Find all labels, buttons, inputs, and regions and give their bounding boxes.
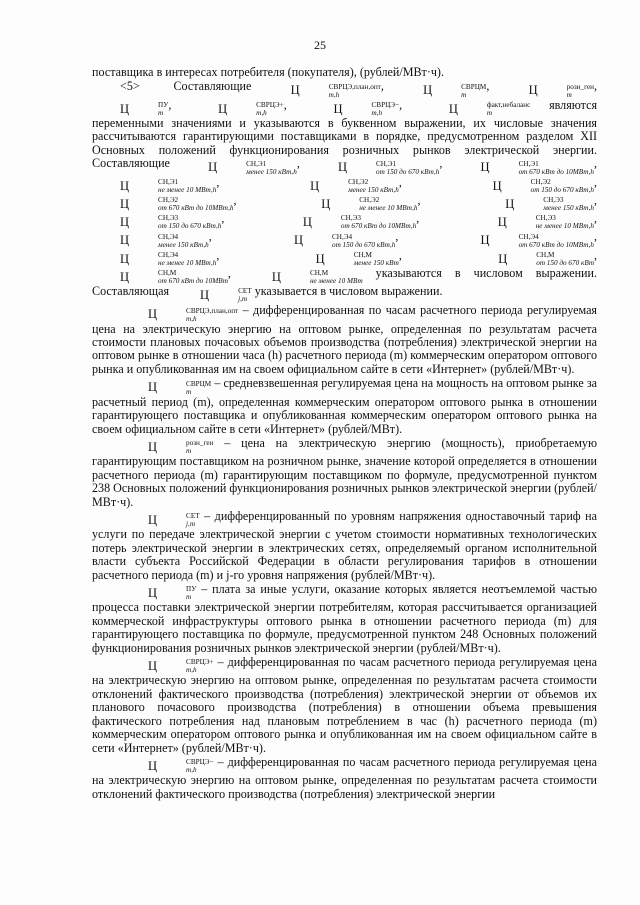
var-superscript: СН,М (158, 269, 177, 278)
var-superscript: розн_ген (186, 439, 214, 448)
var-rozn-gen (120, 436, 214, 456)
var-rozn-gen (501, 79, 594, 99)
var-superscript: СН,М (536, 250, 555, 259)
var-subscript: m (186, 387, 192, 396)
note-5-text-1: являются переменными значениями и указываются в буквенном выражении, их числовые значения рассчитываются гарантирующими поставщиками в порядке, предусмотренном разделом XII Основных положений функционирования розничных рынков электрической энергии. Составляющие (92, 97, 598, 171)
var-svrcm (395, 79, 487, 99)
page-number: 25 (314, 38, 326, 52)
definition-text: – дифференцированный по уровням напряжения одноставочный тариф на услуги по передаче электрической энергии с учетом стоимости нормативных технологических потерь электрической энергии в электрических сетях, определяемый органом исполнительной власти субъекта Российской Федерации в области регулирования тарифов в отношении расчетного периода (m) и j-го уровня напряжения (рублей/МВт·ч). (92, 509, 597, 582)
definition-text: – дифференцированная по часам расчетного периода регулируемая цена на электрическую энергию на оптовом рынке, определенная по результатам расчета стоимости отклонений фактического производства (потребления) электрической энергии (92, 755, 597, 801)
var-subscript: от 670 кВт до 10МВт (158, 277, 228, 286)
var-base-letter: Ц (148, 659, 158, 674)
var-superscript: СН,Э4 (158, 232, 179, 241)
var-superscript: СН,Э1 (376, 159, 397, 168)
var-superscript: СН,Э3 (340, 214, 361, 223)
definition-svrce-minus (92, 756, 597, 801)
var-sn-item (453, 156, 595, 176)
var-base-letter: Ц (120, 215, 130, 230)
var-superscript: СН,Э2 (530, 177, 551, 186)
definition-svrcm (92, 377, 597, 436)
var-base-letter: Ц (200, 288, 210, 303)
var-sn-item (244, 266, 363, 286)
var-subscript: менее 150 кВт,h (158, 240, 209, 249)
var-subscript: m,h (186, 766, 197, 775)
var-subscript: m,h (186, 314, 197, 323)
var-subscript: менее 150 кВт,h (246, 167, 297, 176)
var-base-letter: Ц (208, 160, 218, 175)
var-base-letter: Ц (271, 269, 281, 284)
var-sn-item (288, 248, 399, 267)
var-base-letter: Ц (480, 233, 490, 248)
var-set (172, 284, 252, 304)
var-superscript: СВРЦЭ+ (186, 658, 214, 667)
var-superscript: СН,Э4 (331, 232, 353, 241)
var-base-letter: Ц (120, 101, 130, 116)
var-subscript: от 670 кВт до 10МВт,h (518, 240, 595, 249)
var-base-letter: Ц (148, 380, 158, 395)
var-base-letter: Ц (480, 160, 490, 175)
note-5-text-3: указывается в числовом выражении. (254, 284, 443, 299)
var-sn-item (310, 156, 440, 176)
word-sostavlyayushchie: Составляющие (173, 79, 252, 94)
var-subscript: менее 150 кВт,h (348, 185, 399, 194)
var-base-letter: Ц (497, 215, 507, 230)
var-subscript: не менее 10 МВт,h (535, 222, 595, 231)
var-superscript: СВРЦМ (186, 379, 212, 388)
var-sn-item (92, 211, 222, 231)
var-base-letter: Ц (148, 759, 158, 774)
var-superscript: СВРЦЭ− (371, 100, 400, 109)
var-subscript: не менее 10 МВт,h (158, 185, 217, 194)
var-subscript: j,m (238, 295, 248, 304)
var-base-letter: Ц (120, 178, 130, 193)
definition-set (92, 510, 597, 582)
var-base-letter: Ц (148, 439, 158, 454)
var-subscript: не менее 10 МВт,h (158, 258, 217, 267)
var-svrce-minus (120, 755, 214, 775)
var-base-letter: Ц (120, 233, 130, 248)
var-superscript: СН,Э2 (348, 177, 369, 186)
var-subscript: m,h (328, 90, 340, 99)
var-superscript: СН,Э4 (158, 250, 179, 259)
var-subscript: m,h (186, 666, 197, 675)
line-1: поставщика в интересах потребителя (покупателя), (рублей/МВт·ч). (92, 65, 444, 79)
var-base-letter: Ц (505, 196, 515, 211)
var-superscript: СН,Э1 (518, 159, 539, 168)
note-number: <5> (120, 79, 140, 94)
var-subscript: от 150 до 670 кВт,h (158, 222, 222, 231)
var-set (120, 509, 200, 529)
var-subscript: от 150 до 670 кВт,h (376, 167, 440, 176)
definition-text: – средневзвешенная регулируемая цена на мощность на оптовом рынке за расчетный период (m), определенная коммерческим оператором оптового рынка в отношении гарантирующего поставщика и опубликованная коммерческим оператором оптового рынка на своем официальном сайте в сети «Интернет» (рублей/МВт). (92, 376, 597, 436)
var-superscript: СВРЦЭ,план,опт (328, 82, 381, 91)
var-base-letter: Ц (148, 586, 158, 601)
definition-pu (92, 583, 597, 655)
var-superscript: СЕТ (186, 512, 200, 521)
var-subscript: m,h (371, 108, 383, 117)
var-sn-item (477, 193, 594, 213)
definition-text: – дифференцированная по часам расчетного периода регулируемая цена на электрическую энергию на оптовом рынке, определенная по результатам расчета стоимости плановых почасовых объемов производства (потребления) электрической энергии на оптовом рынке в отношении часа (h) расчетного периода (m) коммерческим оператором оптового рынка и опубликованная им на своем официальном сайте в сети «Интернет» (рублей/МВт·ч). (92, 303, 597, 376)
var-base-letter: Ц (492, 178, 502, 193)
var-base-letter: Ц (120, 196, 130, 211)
var-svrce-plus (120, 655, 214, 675)
var-svrce-minus (305, 98, 400, 117)
var-subscript: не менее 10 МВт,h (359, 204, 418, 213)
definition-text: – плата за иные услуги, оказание которых является неотъемлемой частью процесса поставки электрической энергии потребителям, которая рассчитывается организацией коммерческой инфраструктуры оптового рынка в отношении расчетного периода (m) для гарантирующего поставщика по формуле, предусмотренной пунктом 248 Основных положений функционирования розничных рынков электрической энергии (рублей/МВт·ч). (92, 582, 597, 655)
var-subscript: от 150 до 670 кВт,h (530, 185, 594, 194)
var-subscript: m (566, 90, 572, 99)
var-subscript: не менее 10 МВт (309, 277, 363, 286)
var-subscript: от 670 кВт до 10МВт,h (340, 222, 417, 231)
var-subscript: от 150 до 670 кВт,h (331, 240, 396, 249)
definition-rozn-gen (92, 437, 597, 509)
document-body (92, 66, 597, 802)
var-subscript: от 670 кВт до 10МВт,h (158, 204, 234, 213)
var-subscript: m (186, 593, 192, 602)
var-svrcm (120, 376, 212, 396)
var-base-letter: Ц (448, 101, 458, 116)
var-sn-item (92, 266, 228, 286)
definition-text: – цена на электрическую энергию (мощность), приобретаемую гарантирующим поставщиком на розничном рынке, значение которой определяется в отношении расчетного периода (m) гарантирующим поставщиком по формуле, предусмотренной пунктом 238 Основных положений функционирования розничных рынков электрической энергии (рублей/МВт·ч). (92, 435, 597, 509)
var-subscript: m (186, 447, 192, 456)
definition-svrce-plus (92, 656, 597, 755)
var-svrce-plus (190, 98, 284, 117)
var-subscript: от 670 кВт до 10МВт,h (518, 167, 595, 176)
var-superscript: факт,небаланс (486, 100, 531, 109)
var-superscript: СВРЦЭ,план,опт (186, 306, 239, 315)
var-sn-item (470, 248, 595, 267)
var-base-letter: Ц (310, 178, 320, 193)
var-sn-item (282, 175, 399, 194)
var-superscript: СВРЦЭ+ (256, 100, 284, 109)
note-5-paragraph: <5> Составляющие Ц СВРЦЭ,план,опт m,h , Ц СВРЦМ m , Ц розн_ген m , Ц ПУ m , Ц СВРЦЭ+ m,h , Ц СВРЦЭ− m,h , Ц факт,небаланс m являются переменными значениями и указываются в буквенном выражении, их числовые значения рассчитываются гарантирующими поставщиками в порядке, предусмотренном разделом XII Основных положений функционирования розничных рынков электрической энергии. Составляющие Ц СН,Э1 менее 150 кВт,h , Ц СН,Э1 от 150 до 670 кВт,h , Ц СН,Э1 от 670 кВт до 10МВт,h , Ц СН,Э1 не менее 10 МВт,h , Ц СН,Э2 менее 150 кВт,h , Ц СН,Э2 от 150 до 670 кВт,h , Ц СН,Э2 от 670 кВт до 10МВт,h , Ц СН,Э2 не менее 10 МВт,h , Ц СН,Э3 менее 150 кВт,h , Ц СН,Э3 от 150 до 670 кВт,h , Ц СН,Э3 от 670 кВт до 10МВт,h , Ц СН,Э3 не менее 10 МВт,h , Ц СН,Э4 менее 150 кВт,h , Ц СН,Э4 от 150 до 670 кВт,h , Ц СН,Э4 от 670 кВт до 10МВт,h , Ц СН,Э4 не менее 10 МВт,h , Ц СН,М менее 150 кВт , Ц СН,М от 150 до 670 кВт , Ц СН,М от 670 кВт до 10МВт , Ц СН,М не менее 10 МВт указываются в числовом выражении. Составляющая Ц СЕТ j,m указывается в числовом выражении. (92, 79, 598, 304)
var-sn-item (293, 193, 418, 213)
var-base-letter: Ц (315, 251, 325, 266)
var-subscript: m (158, 108, 164, 117)
var-pu (92, 98, 169, 117)
var-superscript: СЕТ (238, 287, 252, 296)
definition-text: – дифференцированная по часам расчетного периода регулируемая цена на электрическую энергию на оптовом рынке, определенная по результатам расчета стоимости отклонений фактического производства (потребления) электрической энергии от объемов их планового почасового производства (потребления) в отношении объема превышения фактического потребления над плановым потреблением в час (h) расчетного периода (m) коммерческим оператором оптового рынка и опубликованная им на своем официальном сайте в сети «Интернет» (рублей/МВт·ч). (92, 655, 597, 755)
var-subscript: от 150 до 670 кВт (536, 258, 595, 267)
var-sn-item (470, 211, 595, 231)
sn-variables-list: Ц СН,Э1 менее 150 кВт,h , Ц СН,Э1 от 150 до 670 кВт,h , Ц СН,Э1 от 670 кВт до 10МВт,h , Ц СН,Э1 не менее 10 МВт,h , Ц СН,Э2 менее 150 кВт,h , Ц СН,Э2 от 150 до 670 кВт,h , Ц СН,Э2 от 670 кВт до 10МВт,h , Ц СН,Э2 не менее 10 МВт,h , Ц СН,Э3 менее 150 кВт,h , Ц СН,Э3 от 150 до 670 кВт,h , Ц СН,Э3 от 670 кВт до 10МВт,h , Ц СН,Э3 не менее 10 МВт,h , Ц СН,Э4 менее 150 кВт,h , Ц СН,Э4 от 150 до 670 кВт,h , Ц СН,Э4 от 670 кВт до 10МВт,h , Ц СН,Э4 не менее 10 МВт,h , Ц СН,М менее 150 кВт , Ц СН,М от 150 до 670 кВт , Ц СН,М от 670 кВт до 10МВт , Ц СН,М не менее 10 МВт (92, 156, 597, 280)
var-base-letter: Ц (120, 251, 130, 266)
note-5-text-2: указываются в числовом выражении. Составляющая (92, 265, 598, 299)
var-subscript: менее 150 кВт (353, 258, 399, 267)
var-superscript: СВРЦМ (461, 82, 487, 91)
var-superscript: СВРЦЭ− (186, 758, 214, 767)
var-base-letter: Ц (218, 101, 228, 116)
var-base-letter: Ц (148, 307, 158, 322)
var-base-letter: Ц (321, 196, 331, 211)
var-sn-item (180, 156, 297, 176)
var-superscript: ПУ (186, 585, 197, 594)
var-superscript: розн_ген (566, 82, 594, 91)
var-superscript: СН,М (309, 269, 329, 278)
var-sn-item (92, 248, 217, 267)
var-base-letter: Ц (120, 269, 130, 284)
var-base-letter: Ц (148, 513, 158, 528)
var-sn-item (453, 229, 595, 249)
var-svrce-plan-opt (120, 303, 239, 323)
var-sn-item (275, 211, 417, 231)
var-base-letter: Ц (498, 251, 508, 266)
var-superscript: СН,Э1 (158, 177, 179, 186)
var-base-letter: Ц (423, 83, 433, 98)
var-base-letter: Ц (333, 101, 343, 116)
var-superscript: СН,Э3 (158, 214, 179, 223)
var-sn-item (465, 175, 594, 194)
var-subscript: m,h (256, 108, 267, 117)
var-superscript: СН,Э1 (246, 159, 267, 168)
var-pu (120, 582, 197, 602)
var-sn-item (92, 175, 217, 194)
var-sn-item (92, 193, 234, 213)
var-superscript: СН,Э2 (158, 196, 179, 205)
var-superscript: СН,Э3 (543, 196, 564, 205)
var-fakt-nebalans (421, 98, 531, 117)
var-svrce-plan-opt (263, 79, 381, 99)
definition-svrce-plan-opt (92, 304, 597, 376)
var-superscript: СН,Э2 (359, 196, 380, 205)
var-subscript: m (461, 90, 467, 99)
var-sn-item (92, 229, 209, 249)
var-superscript: СН,Э3 (535, 214, 556, 223)
var-subscript: j,m (186, 520, 196, 529)
var-superscript: СН,М (353, 250, 372, 259)
var-base-letter: Ц (337, 160, 348, 175)
var-base-letter: Ц (528, 83, 538, 98)
var-superscript: СН,Э4 (518, 232, 539, 241)
var-base-letter: Ц (290, 83, 300, 98)
var-base-letter: Ц (293, 233, 303, 248)
var-superscript: ПУ (158, 100, 169, 109)
var-subscript: менее 150 кВт,h (543, 204, 594, 213)
var-sn-item (266, 229, 396, 249)
var-subscript: m (486, 108, 493, 117)
var-base-letter: Ц (302, 215, 312, 230)
